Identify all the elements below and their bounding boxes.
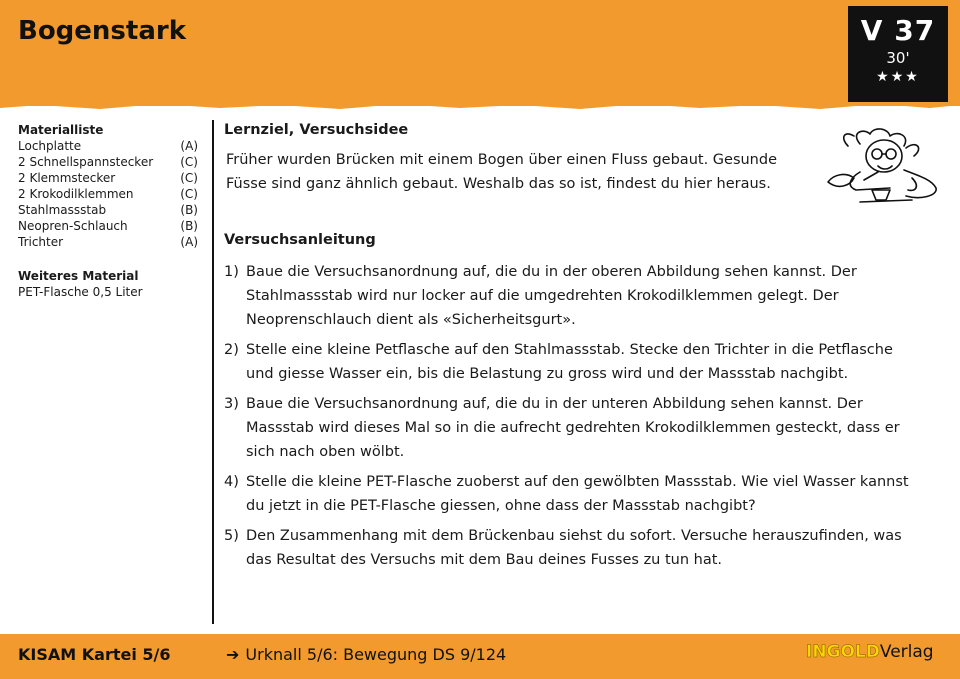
publisher-logo-part-b: Verlag <box>879 642 934 662</box>
step-number: 5) <box>224 528 239 544</box>
goal-heading: Lernziel, Versuchsidee <box>224 122 409 138</box>
material-item <box>18 234 198 250</box>
duration: 30' <box>886 49 910 67</box>
publisher-logo-part-a: INGOLD <box>806 642 880 662</box>
instruction-step <box>224 260 924 332</box>
step-text: Stelle die kleine PET-Flasche zuoberst auf den gewölbten Massstab. Wie viel Wasser kannst du jetzt in die PET-Flasche giessen, ohne dass der Massstab nachgibt? <box>246 474 909 514</box>
material-name: 2 Klemmstecker <box>18 171 116 185</box>
instruction-step <box>224 338 924 386</box>
material-code: (A) <box>180 235 198 249</box>
material-code: (B) <box>180 219 198 233</box>
material-name: 2 Schnellspannstecker <box>18 155 154 169</box>
material-name: Stahlmassstab <box>18 203 107 217</box>
step-text: Stelle eine kleine Petflasche auf den Stahlmassstab. Stecke den Trichter in die Petflasche und giesse Wasser ein, bis die Belastung zu gross wird und der Massstab nachgibt. <box>246 342 893 382</box>
step-number: 1) <box>224 264 239 280</box>
step-number: 2) <box>224 342 239 358</box>
footer-reference <box>226 645 506 664</box>
more-materials-item: PET-Flasche 0,5 Liter <box>18 285 143 299</box>
step-text: Den Zusammenhang mit dem Brückenbau siehst du sofort. Versuche herauszufinden, was das Resultat des Versuchs mit dem Bau deines Fusses zu tun hat. <box>246 528 902 568</box>
materials-heading: Materialliste <box>18 123 104 137</box>
material-item <box>18 138 198 154</box>
material-code: (A) <box>180 139 198 153</box>
torn-edge <box>0 100 960 112</box>
difficulty-stars: ★★★ <box>876 69 920 85</box>
material-name: Trichter <box>18 235 64 249</box>
more-materials-heading: Weiteres Material <box>18 269 139 283</box>
instruction-step <box>224 392 924 464</box>
goal-text: Früher wurden Brücken mit einem Bogen über einen Fluss gebaut. Gesunde Füsse sind ganz ähnlich gebaut. Weshalb das so ist, findest du hier heraus. <box>226 152 777 192</box>
step-text: Baue die Versuchsanordnung auf, die du in der unteren Abbildung sehen kannst. Der Massstab wird dieses Mal so in die aufrecht gedrehten Krokodilklemmen gesteckt, dass er sich nach oben wölbt. <box>246 396 900 460</box>
scientist-illustration <box>820 126 950 210</box>
instruction-step <box>224 470 924 518</box>
material-item <box>18 202 198 218</box>
materials-list <box>18 138 198 250</box>
experiment-code-box <box>848 6 948 102</box>
page-title: Bogenstark <box>18 16 186 46</box>
instructions-heading: Versuchsanleitung <box>224 232 376 248</box>
material-item <box>18 218 198 234</box>
material-code: (C) <box>180 187 198 201</box>
material-item <box>18 186 198 202</box>
material-code: (C) <box>180 171 198 185</box>
instructions-list <box>224 260 924 572</box>
experiment-code: V 37 <box>860 14 936 47</box>
footer-series: KISAM Kartei 5/6 <box>18 645 171 664</box>
material-name: Lochplatte <box>18 139 82 153</box>
footer-reference-text: Urknall 5/6: Bewegung DS 9/124 <box>245 645 507 664</box>
main-content <box>224 118 924 578</box>
material-name: Neopren-Schlauch <box>18 219 128 233</box>
column-divider <box>212 120 214 624</box>
material-code: (C) <box>180 155 198 169</box>
instruction-step <box>224 524 924 572</box>
step-number: 4) <box>224 474 239 490</box>
material-item <box>18 154 198 170</box>
material-item <box>18 170 198 186</box>
material-code: (B) <box>180 203 198 217</box>
step-text: Baue die Versuchsanordnung auf, die du in der oberen Abbildung sehen kannst. Der Stahlmassstab wird nur locker auf die umgedrehten Krokodilklemmen gelegt. Der Neoprenschlauch dient als «Sicherheitsgurt». <box>246 264 857 328</box>
arrow-right-icon: ➔ <box>226 645 240 664</box>
materials-panel <box>18 122 198 300</box>
publisher-logo <box>806 642 934 662</box>
material-name: 2 Krokodilklemmen <box>18 187 134 201</box>
step-number: 3) <box>224 396 239 412</box>
